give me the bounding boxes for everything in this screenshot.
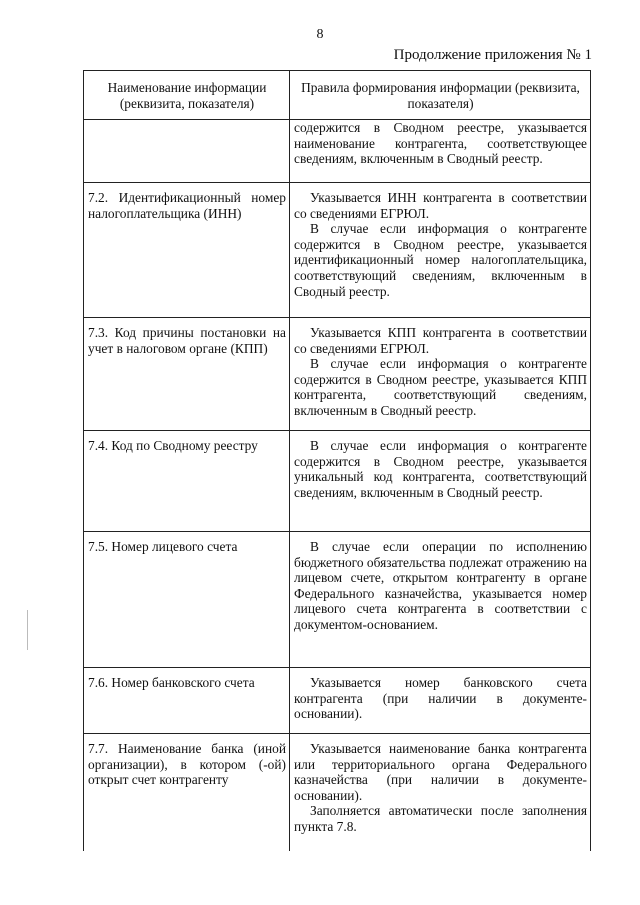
- row-name-cell: 7.2. Идентификационный номер налогоплательщика (ИНН): [84, 183, 290, 318]
- table-row: [84, 120, 591, 183]
- row-name-cell: [84, 120, 290, 183]
- scan-fold-mark: [27, 610, 28, 650]
- information-rules-table: [83, 70, 591, 851]
- row-rules-cell: [290, 734, 591, 852]
- row-rules-cell: [290, 183, 591, 318]
- rule-paragraph: содержится в Сводном реестре, указывается наименование контрагента, соответствующее сведениям, включенным в Сводный реестр.: [294, 120, 587, 167]
- row-name-cell: 7.5. Номер лицевого счета: [84, 532, 290, 668]
- rule-paragraph: Указывается ИНН контрагента в соответствии со сведениями ЕГРЮЛ.: [294, 190, 587, 221]
- table-header-row: [84, 71, 591, 120]
- row-name-cell: 7.3. Код причины постановки на учет в налоговом органе (КПП): [84, 318, 290, 431]
- row-rules-cell: [290, 318, 591, 431]
- rule-paragraph: В случае если информация о контрагенте содержится в Сводном реестре, указывается КПП контрагента, соответствующий сведениям, включенным в Сводный реестр.: [294, 356, 587, 418]
- row-name-cell: 7.6. Номер банковского счета: [84, 668, 290, 734]
- row-name-cell: 7.4. Код по Сводному реестру: [84, 431, 290, 532]
- rule-paragraph: В случае если информация о контрагенте содержится в Сводном реестре, указывается идентификационный номер налогоплательщика, соответствующий сведениям, включенным в Сводный реестр.: [294, 221, 587, 299]
- page-number: 8: [316, 27, 324, 42]
- rule-paragraph: Заполняется автоматически после заполнения пункта 7.8.: [294, 803, 587, 834]
- rule-paragraph: Указывается наименование банка контрагента или территориального органа Федерального казначейства (при наличии в документе-основании).: [294, 741, 587, 803]
- appendix-continuation-label: Продолжение приложения № 1: [393, 47, 592, 63]
- header-formation-rules: Правила формирования информации (реквизита, показателя): [290, 71, 591, 120]
- row-rules-cell: [290, 532, 591, 668]
- table-row: [84, 183, 591, 318]
- header-information-name: Наименование информации (реквизита, показателя): [84, 71, 290, 120]
- row-rules-cell: [290, 668, 591, 734]
- rule-paragraph: Указывается КПП контрагента в соответствии со сведениями ЕГРЮЛ.: [294, 325, 587, 356]
- row-name-cell: 7.7. Наименование банка (иной организации), в котором (-ой) открыт счет контрагенту: [84, 734, 290, 852]
- row-rules-cell: [290, 431, 591, 532]
- row-rules-cell: [290, 120, 591, 183]
- table-row: [84, 734, 591, 852]
- rule-paragraph: Указывается номер банковского счета контрагента (при наличии в документе-основании).: [294, 675, 587, 722]
- table-row: [84, 318, 591, 431]
- rule-paragraph: В случае если информация о контрагенте содержится в Сводном реестре, указывается уникальный код контрагента, соответствующий сведениям, включенным в Сводный реестр.: [294, 438, 587, 500]
- rule-paragraph: В случае если операции по исполнению бюджетного обязательства подлежат отражению на лицевом счете, открытом контрагенту в органе Федерального казначейства, указывается номер лицевого счета контрагента в соответствии с документом-основанием.: [294, 539, 587, 632]
- table-row: [84, 532, 591, 668]
- table-row: [84, 668, 591, 734]
- table-row: [84, 431, 591, 532]
